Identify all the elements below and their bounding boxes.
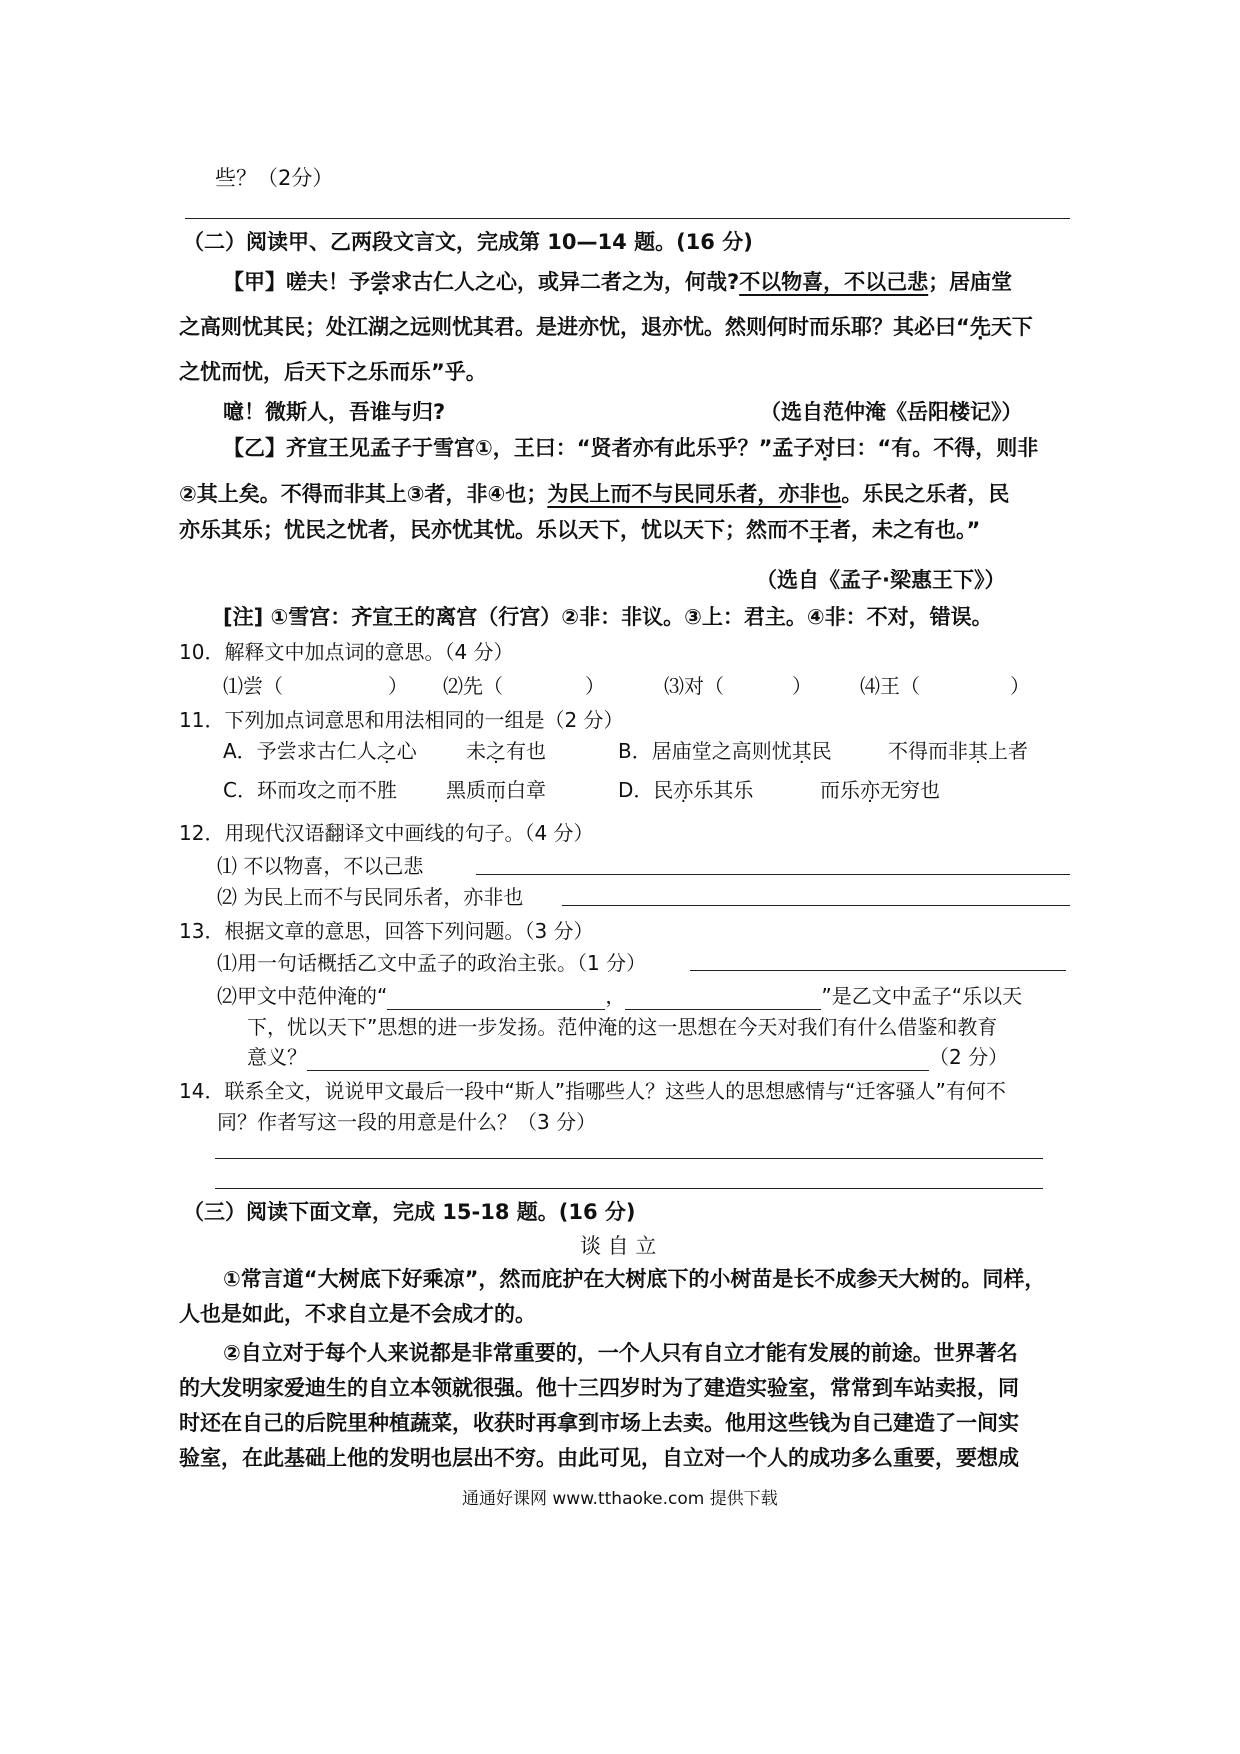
section2-heading: （二）阅读甲、乙两段文言文，完成第 10—14 题。(16 分) [183,230,753,254]
q14-answer-line1[interactable] [215,1158,1043,1159]
q11-d1-tail: 乐其乐 [693,778,754,802]
q10-item2-open: ⑵先（ [443,674,503,698]
q13-answer-line1[interactable] [690,970,1066,971]
article-p1-line1: ①常言道“大树底下好乘凉”，然而庇护在大树底下的小树苗是长不成参天大树的。同样， [223,1267,1046,1291]
q12-sentence2: ⑵ 为民上而不与民同乐者，亦非也 [217,885,524,909]
q13-sub2-b: ， [605,984,626,1008]
article-p1-line2: 人也是如此，不求自立是不会成才的。 [179,1302,536,1326]
q11-d1-text: D．民 [618,778,674,802]
q11-b2-tail: 上者 [988,739,1028,763]
q11-d1-dot: 亦 [673,778,694,802]
q11-option-d2 [820,776,940,804]
yi-l1-b: 曰：“有。不得，则非 [835,436,1039,460]
q10-item1-close: ） [388,674,408,698]
passage-yi-line2 [179,480,1009,508]
q10-item2-close: ） [585,674,605,698]
q13-sub2-l3-a: 意义？ [247,1045,307,1069]
q14-answer-line2[interactable] [215,1188,1043,1189]
q13-sub2-line3 [247,1043,1008,1071]
q11-d2-tail: 无穷也 [880,778,940,802]
q11-option-b1 [618,737,832,765]
jia-l2-end: 天下 [990,315,1033,339]
q11-option-d1 [618,776,753,804]
q13-sub2-c: ”是乙文中孟子“乐以天 [821,984,1023,1008]
yi-underlined-sentence: 为民上而不与民同乐者，亦非也 [547,482,842,506]
yi-l1-dot: 对 [814,436,836,460]
q11-b2-text: 不得而非 [888,739,968,763]
article-p2-line3: 时还在自己的后院里种植蔬菜，收获时再拿到市场上去卖。他用这些钱为自己建造了一间实 [179,1411,1019,1435]
q11-c1-dot: 而 [336,778,357,802]
jia-l2-dot: 先 [969,315,991,339]
q11-b1-text: B．居庙堂之高则忧 [618,739,792,763]
q11-c2-text: 黑质 [446,778,486,802]
yi-l3-dot: 王 [809,518,830,542]
yi-l3-a: 亦乐其乐；忧民之忧者，民亦忧其忧。乐以天下，忧以天下；然而不 [179,518,809,542]
q13-blank2[interactable] [625,987,821,1010]
q10-stem: 10．解释文中加点词的意思。（4 分） [179,640,514,664]
q13-sub2-l3-b: （2 分） [929,1045,1009,1069]
yi-l1-a: 【乙】齐宣王见孟子于雪宫①，王曰：“贤者亦有此乐乎？”孟子 [223,436,815,460]
article-p2-line1: ②自立对于每个人来说都是非常重要的，一个人只有自立才能有发展的前途。世界著名 [223,1341,1018,1365]
q11-d2-dot: 亦 [860,778,880,802]
q10-item4-close: ） [1010,674,1030,698]
q10-item4-open: ⑷王（ [860,674,920,698]
q14-line2: 同？作者写这一段的用意是什么？（3 分） [217,1110,597,1134]
passage-yi-line1 [223,434,1038,462]
passage-jia-line3: 之忧而忧，后天下之乐而乐”乎。 [179,360,487,384]
jia-underlined-sentence: 不以物喜，不以己悲 [739,270,929,294]
q11-stem: 11．下列加点词意思和用法相同的一组是（2 分） [179,708,624,732]
q13-sub1: ⑴用一句话概括乙文中孟子的政治主张。（1 分） [217,951,647,975]
footer-download-note: 通通好课网 www.tthaoke.com 提供下载 [462,1489,778,1509]
passage-jia-line4: 噫！微斯人，吾谁与归? [223,400,446,424]
q11-a2-dot: 之 [486,739,506,763]
passage-yi-line3 [179,516,980,544]
jia-l1-b: 求古仁人之心，或异二者之为，何哉? [391,270,740,294]
q11-option-a2 [466,737,546,765]
q12-stem: 12．用现代汉语翻译文中画线的句子。（4 分） [179,821,594,845]
jia-l1-a: 【甲】嗟夫！予 [223,270,370,294]
jia-l1-dot: 尝 [370,270,391,294]
q13-sub2-line2: 下，忧以天下”思想的进一步发扬。范仲淹的这一思想在今天对我们有什么借鉴和教育 [247,1015,998,1039]
q11-a2-tail: 有也 [506,739,546,763]
q13-blank1[interactable] [387,987,605,1010]
q11-b1-dot: 其 [791,739,812,763]
answer-line [185,218,1070,219]
yi-l2-a: ②其上矣。不得而非其上③者，非④也； [179,482,548,506]
q14-line1: 14．联系全文，说说甲文最后一段中“斯人”指哪些人？这些人的思想感情与“迁客骚人”有何不 [179,1079,1006,1103]
passage-jia-line2 [179,313,1033,341]
passage-jia-source: （选自范仲淹《岳阳楼记》） [760,400,1023,424]
q13-blank3[interactable] [307,1048,929,1071]
q13-stem: 13．根据文章的意思，回答下列问题。（3 分） [179,919,594,943]
passage-yi-source: （选自《孟子·梁惠王下》） [756,568,1006,592]
passage-jia-line1 [223,268,1012,296]
q11-a1-dot: 之 [376,739,397,763]
q11-option-c1 [223,776,397,804]
article-p2-line4: 验室，在此基础上他的发明也层出不穷。由此可见，自立对一个人的成功多么重要，要想成 [179,1446,1019,1470]
q11-c1-text: C．环而攻之 [223,778,337,802]
q9-tail: 些？（2分） [215,166,334,190]
q12-answer-line1[interactable] [476,874,1070,875]
q11-a2-text: 未 [466,739,486,763]
q13-sub2-line1 [217,982,1022,1010]
q11-a1-text: A．予尝求古仁人 [223,739,377,763]
yi-l2-b: 。乐民之乐者，民 [841,482,1010,506]
article-p2-line2: 的大发明家爱迪生的自立本领就很强。他十三四岁时为了建造实验室，常常到车站卖报，同 [179,1376,1019,1400]
section3-heading: （三）阅读下面文章，完成 15-18 题。(16 分) [183,1200,636,1224]
jia-l1-c: ；居庙堂 [928,270,1013,294]
jia-l2: 之高则忧其民；处江湖之远则忧其君。是进亦忧，退亦忧。然则何时而乐耶？其必曰“ [179,315,970,339]
q11-c2-tail: 白章 [506,778,546,802]
q11-option-a1 [223,737,417,765]
q12-sentence1: ⑴ 不以物喜，不以己悲 [217,854,424,878]
q11-a1-tail: 心 [396,739,417,763]
yi-l3-b: 者，未之有也。” [830,518,981,542]
q11-option-c2 [446,776,546,804]
q11-option-b2 [888,737,1028,765]
q11-c1-tail: 不胜 [356,778,397,802]
q13-sub2-a: ⑵甲文中范仲淹的“ [217,984,388,1008]
q10-item1-open: ⑴尝（ [223,674,283,698]
q10-item3-open: ⑶对（ [664,674,724,698]
q11-d2-text: 而乐 [820,778,860,802]
q11-c2-dot: 而 [486,778,506,802]
q11-b2-dot: 其 [968,739,988,763]
passage-yi-note: [注] ①雪宫：齐宣王的离宫（行宫）②非：非议。③上：君主。④非：不对，错误。 [223,605,993,629]
article-title: 谈 自 立 [580,1234,657,1258]
q11-b1-tail: 民 [811,739,832,763]
q12-answer-line2[interactable] [562,905,1070,906]
q10-item3-close: ） [792,674,812,698]
